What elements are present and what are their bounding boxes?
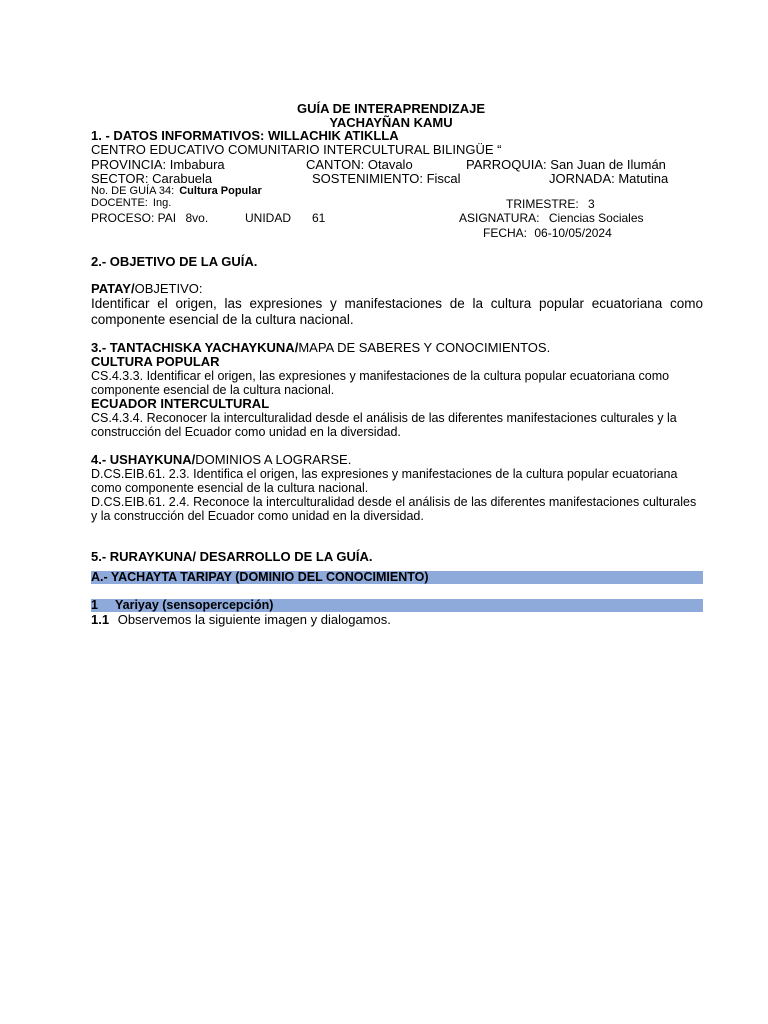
provincia: PROVINCIA: Imbabura: [91, 157, 225, 172]
fecha: [483, 227, 612, 239]
skill-cs-4-3-4: CS.4.3.4. Reconocer la interculturalidad desde el análisis de las diferentes manifestaciones culturales y la construcción del Ecuador como unidad en la diversidad.: [91, 411, 677, 439]
trimestre: [506, 198, 595, 210]
patay-bold: PATAY/: [91, 281, 135, 296]
guide-title: GUÍA DE INTERAPRENDIZAJE: [296, 101, 486, 116]
item-1-1-number: 1.1: [91, 612, 110, 627]
guide-subtitle: YACHAYÑAN KAMU: [329, 115, 453, 130]
unidad-value: 61: [312, 211, 326, 225]
section3-heading-bold: 3.- TANTACHISKA YACHAYKUNA/: [91, 340, 299, 355]
guia-value: Cultura Popular: [179, 185, 262, 197]
section3-heading: [91, 341, 550, 354]
fecha-label: FECHA:: [483, 226, 528, 240]
jornada: JORNADA: Matutina: [549, 171, 669, 186]
section4-heading-rest: DOMINIOS A LOGRARSE.: [195, 452, 352, 467]
domain-2-3: D.CS.EIB.61. 2.3. Identifica el origen, las expresiones y manifestaciones de la cultura popular ecuatoriana como componente esencial de la cultura nacional.: [91, 467, 678, 495]
asignatura-value: Ciencias Sociales: [548, 211, 644, 225]
patay-rest: OBJETIVO:: [134, 281, 203, 296]
trimestre-label: TRIMESTRE:: [506, 197, 579, 211]
skill-cs-4-3-3: CS.4.3.3. Identificar el origen, las expresiones y manifestaciones de la cultura popular ecuatoriana como componente esencial de la cultura nacional.: [91, 369, 670, 397]
item-1-1: [91, 613, 391, 626]
section1-heading: 1. - DATOS INFORMATIVOS: WILLACHIK ATIKLLA: [91, 128, 399, 143]
section4-heading: [91, 453, 351, 466]
docente-value: Ing.: [152, 197, 172, 209]
canton: CANTON: Otavalo: [306, 157, 413, 172]
parroquia: PARROQUIA: San Juan de Ilumán: [466, 157, 666, 172]
proceso-label: PROCESO: PAI: [91, 211, 177, 225]
section5-heading: 5.- RURAYKUNA/ DESARROLLO DE LA GUÍA.: [91, 549, 373, 564]
highlight-a-text: A.- YACHAYTA TARIPAY (DOMINIO DEL CONOCIMIENTO): [91, 570, 429, 584]
docente: [91, 198, 171, 209]
section4-heading-bold: 4.- USHAYKUNA/: [91, 452, 196, 467]
item-1-1-text: Observemos la siguiente imagen y dialogamos.: [117, 612, 391, 627]
highlight-1-text: Yariyay (sensopercepción): [115, 598, 274, 612]
proceso: [91, 212, 208, 224]
section3-heading-rest: MAPA DE SABERES Y CONOCIMIENTOS.: [298, 340, 551, 355]
subheading-cultura-popular: CULTURA POPULAR: [91, 354, 220, 369]
subheading-ecuador-intercultural: ECUADOR INTERCULTURAL: [91, 396, 270, 411]
docente-label: DOCENTE:: [91, 197, 148, 209]
highlight-bar-1: [91, 599, 703, 612]
sostenimiento: SOSTENIMIENTO: Fiscal: [312, 171, 461, 186]
center-name: CENTRO EDUCATIVO COMUNITARIO INTERCULTURAL BILINGÜE “: [91, 142, 502, 157]
sector: SECTOR: Carabuela: [91, 171, 213, 186]
proceso-value: 8vo.: [185, 211, 209, 225]
highlight-1-number: 1: [91, 598, 98, 612]
section2-heading: 2.- OBJETIVO DE LA GUÍA.: [91, 254, 258, 269]
asignatura-label: ASIGNATURA:: [459, 211, 540, 225]
patay-label: [91, 282, 203, 295]
asignatura: [459, 212, 644, 224]
trimestre-value: 3: [588, 197, 595, 211]
fecha-value: 06-10/05/2024: [534, 226, 612, 240]
highlight-bar-a: [91, 571, 703, 584]
domain-2-4: D.CS.EIB.61. 2.4. Reconoce la interculturalidad desde el análisis de las diferentes manifestaciones culturales y la construcción del Ecuador como unidad en la diversidad.: [91, 495, 697, 523]
guia-label: No. DE GUÍA 34:: [91, 185, 175, 197]
guia-number: [91, 186, 262, 197]
objective-text: Identificar el origen, las expresiones y manifestaciones de la cultura popular ecuatoriana como componente esencial de la cultura nacional.: [91, 296, 703, 327]
unidad-label: UNIDAD: [245, 211, 292, 225]
